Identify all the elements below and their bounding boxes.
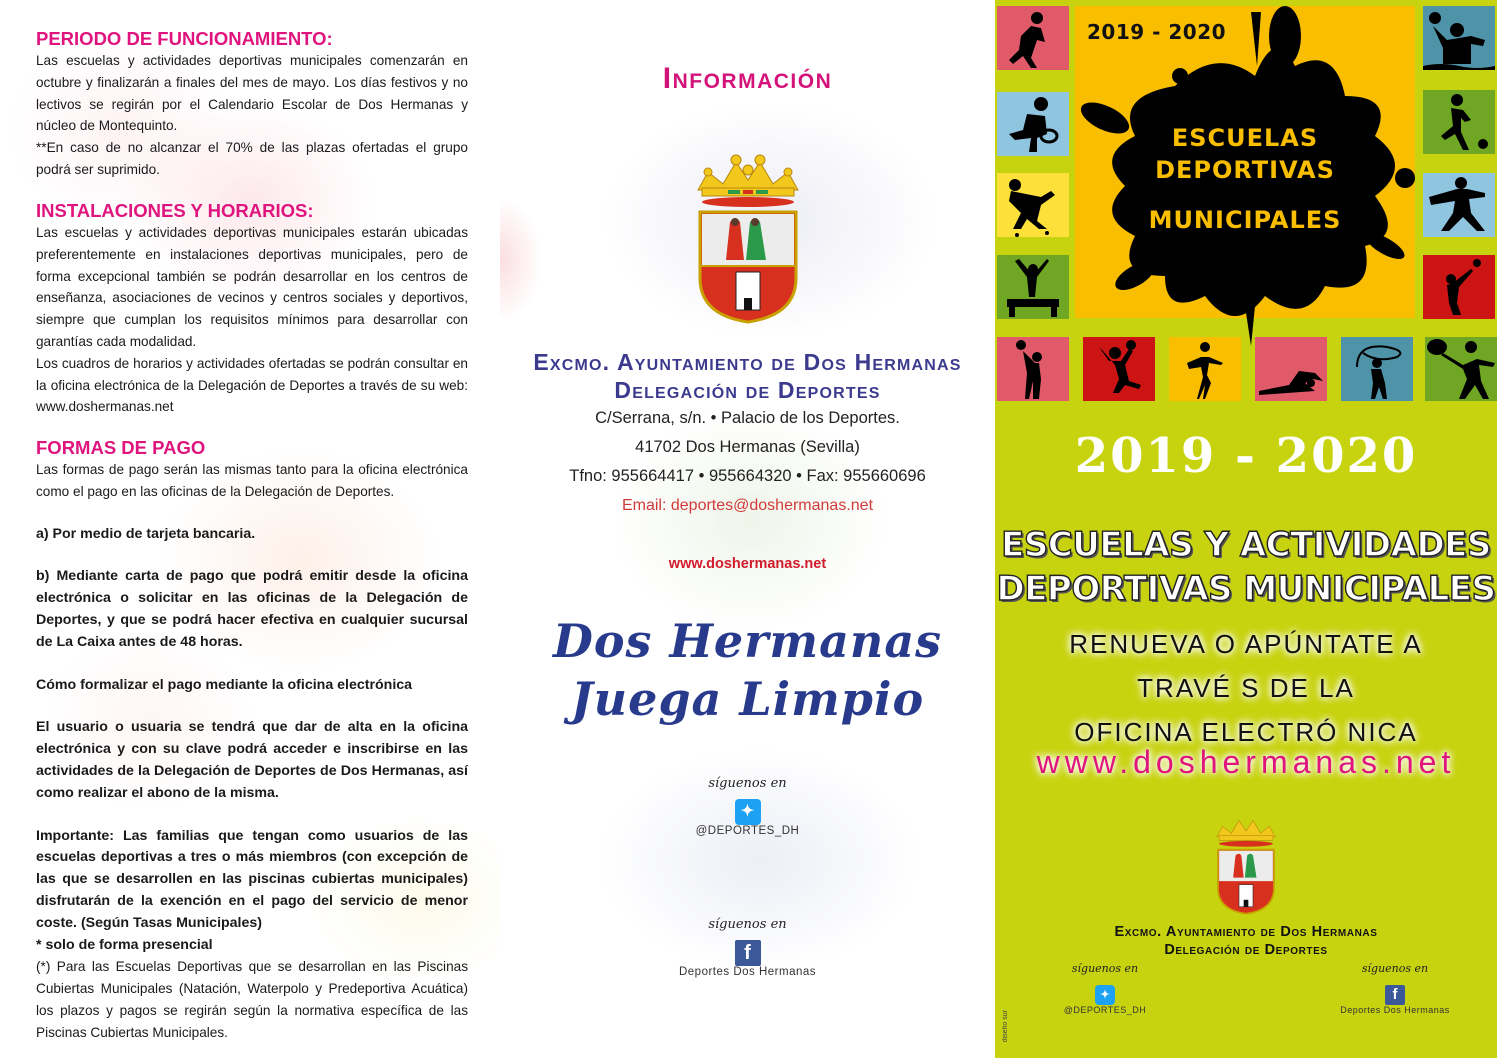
skating-icon xyxy=(997,173,1069,237)
design-credit: diseño sur xyxy=(1002,1010,1009,1043)
handball-icon xyxy=(1083,337,1155,401)
facebook-block xyxy=(500,917,995,978)
football-icon xyxy=(1423,90,1495,154)
season-year: 2019 - 2020 xyxy=(1074,428,1418,484)
rp-facebook-icon[interactable]: f xyxy=(1385,985,1405,1005)
rhythmic-gymnastics-icon xyxy=(1341,337,1413,401)
volleyball-icon xyxy=(1423,255,1495,319)
email-link[interactable]: Email: deportes@doshermanas.net xyxy=(621,497,874,514)
phones: Tfno: 955664417 • 955664320 • Fax: 955660696 xyxy=(569,467,926,485)
twitter-follow-label: síguenos en xyxy=(708,776,787,791)
periodo-text: Las escuelas y actividades deportivas municipales comenzarán en octubre y finalizarán a finales del mes de mayo. Los días festivos y no lectivos se regirán por el Calendario Escolar de Dos Hermanas y núcleo de Montequinto. xyxy=(36,53,468,134)
pago-nota: (*) Para las Escuelas Deportivas que se desarrollan en las Piscinas Cubiertas Municipales (Natación, Waterpolo y Predeportiva Acuática) los plazos y pagos se regirán según la normativa específica de las Piscinas Cubiertas Municipales. xyxy=(36,959,468,1040)
pago-intro: Las formas de pago serán las mismas tanto para la oficina electrónica como el pago en las oficinas de la Delegación de Deportes. xyxy=(36,462,468,499)
slogan-line-1: Dos Hermanas xyxy=(552,614,943,668)
facebook-follow-label: síguenos en xyxy=(708,917,787,932)
paddle-icon xyxy=(997,92,1069,156)
cta-line-1: RENUEVA O APÚNTATE A xyxy=(1069,629,1423,659)
rp-twitter-block xyxy=(1055,962,1155,1015)
tile-paddle xyxy=(997,92,1069,156)
rp-org-name: Excmo. Ayuntamiento de Dos Hermanas xyxy=(1114,924,1378,940)
tile-volleyball xyxy=(1423,255,1495,319)
periodo-note: **En caso de no alcanzar el 70% de las plazas ofertadas el grupo podrá ser suprimido. xyxy=(36,140,468,177)
tile-football xyxy=(1423,90,1495,154)
tile-running xyxy=(997,6,1069,70)
waterpolo-icon xyxy=(1423,6,1495,70)
poster-title-line-3: MUNICIPALES xyxy=(1148,206,1342,234)
cta-line-2: TRAVÉ S DE LA xyxy=(1137,673,1355,703)
rp-twitter-icon[interactable]: ✦ xyxy=(1095,985,1115,1005)
pago-importante: Importante: Las familias que tengan como usuarios de las escuelas deportivas a tres o más miembros (con excepción de las que se desarrollen en las piscinas cubiertas municipales) disfrutarán de la exención en el pago del servicio de menor coste. (Según Tasas Municipales) xyxy=(36,827,468,931)
rp-twitter-handle[interactable]: @DEPORTES_DH xyxy=(1063,1005,1147,1015)
karate-icon xyxy=(1423,173,1495,237)
pago-option-b: b) Mediante carta de pago que podrá emitir desde la oficina electrónica o solicitar en las oficinas de la Delegación de Deportes, y que se podrá hacer efectiva en cualquier sucursal de La Caixa antes de 48 horas. xyxy=(36,568,468,650)
coat-of-arms-small-icon xyxy=(1211,812,1281,917)
twitter-icon[interactable]: ✦ xyxy=(735,799,761,825)
tennis-icon xyxy=(1425,337,1497,401)
facebook-handle[interactable]: Deportes Dos Hermanas xyxy=(678,966,817,978)
tile-karate xyxy=(1423,173,1495,237)
tile-acrobatics xyxy=(997,255,1069,319)
city: 41702 Dos Hermanas (Sevilla) xyxy=(635,438,860,456)
facebook-icon[interactable]: f xyxy=(735,940,761,966)
twitter-block xyxy=(500,776,995,837)
tile-dance xyxy=(1169,337,1241,401)
volley-player-icon xyxy=(997,337,1069,401)
tile-waterpolo xyxy=(1423,6,1495,70)
poster-year: 2019 - 2020 xyxy=(1087,20,1227,44)
pago-heading: FORMAS DE PAGO xyxy=(36,437,206,458)
slogan xyxy=(500,612,995,728)
pago-section xyxy=(36,437,468,1044)
acrobatics-icon xyxy=(997,255,1069,319)
pago-como-text: El usuario o usuaria se tendrá que dar de alta en la oficina electrónica y con su clave podrá acceder e inscribirse en las actividades de la Delegación de Deportes de Dos Hermanas, así como realizar el abono de la misma. xyxy=(36,719,468,801)
pago-option-a: a) Por medio de tarjeta bancaria. xyxy=(36,525,256,542)
poster-title-line-1: ESCUELAS xyxy=(1171,124,1319,152)
main-heading xyxy=(995,523,1497,611)
instalaciones-text: Las escuelas y actividades deportivas municipales estarán ubicadas preferentemente en instalaciones deportivas municipales, pero de forma excepcional también se podrán desarrollar en los centros de enseñanza, asociaciones de vecinos y centros sociales y deportivos, siempre que cumplan los requisitos mínimos para desarrollar con garantías cada modalidad. xyxy=(36,225,468,349)
pago-presencial: * solo de forma presencial xyxy=(36,936,213,953)
swimming-icon xyxy=(1255,337,1327,401)
pago-como-heading: Cómo formalizar el pago mediante la oficina electrónica xyxy=(36,676,413,693)
twitter-handle[interactable]: @DEPORTES_DH xyxy=(695,825,800,837)
poster-title-line-2: DEPORTIVAS xyxy=(1155,156,1335,184)
cta-line-3: OFICINA ELECTRÓ NICA xyxy=(1074,717,1418,747)
website-link[interactable]: www.doshermanas.net xyxy=(668,556,827,572)
main-heading-line-1: ESCUELAS Y ACTIVIDADES xyxy=(1001,525,1491,565)
periodo-section xyxy=(36,28,468,181)
dance-icon xyxy=(1169,337,1241,401)
org-block xyxy=(500,348,995,520)
org-department: Delegación de Deportes xyxy=(614,377,881,403)
org-name: Excmo. Ayuntamiento de Dos Hermanas xyxy=(533,349,962,375)
running-icon xyxy=(997,6,1069,70)
tile-volley-player xyxy=(997,337,1069,401)
rp-facebook-handle[interactable]: Deportes Dos Hermanas xyxy=(1340,1005,1450,1015)
tile-skating xyxy=(997,173,1069,237)
cta-text xyxy=(995,622,1497,754)
rp-twitter-follow-label: síguenos en xyxy=(1071,962,1139,975)
tile-swimming xyxy=(1255,337,1327,401)
slogan-line-2: Juega Limpio xyxy=(570,672,925,726)
rp-facebook-follow-label: síguenos en xyxy=(1361,962,1429,975)
periodo-heading: PERIODO DE FUNCIONAMIENTO: xyxy=(36,28,333,49)
right-panel xyxy=(995,0,1497,1058)
info-title: Información xyxy=(662,62,833,95)
rp-org-department: Delegación de Deportes xyxy=(1164,942,1328,958)
instalaciones-section xyxy=(36,200,468,418)
address: C/Serrana, s/n. • Palacio de los Deportes. xyxy=(595,409,900,427)
rp-facebook-block xyxy=(1335,962,1455,1015)
tile-tennis xyxy=(1425,337,1497,401)
cta-website-link[interactable]: www.doshermanas.net xyxy=(1036,744,1456,780)
instalaciones-heading: INSTALACIONES Y HORARIOS: xyxy=(36,200,314,221)
left-panel xyxy=(0,0,500,1058)
tile-handball xyxy=(1083,337,1155,401)
poster xyxy=(1075,6,1415,318)
coat-of-arms-icon xyxy=(688,150,808,325)
middle-panel xyxy=(500,0,995,1058)
tile-rhythmic-gymnastics xyxy=(1341,337,1413,401)
main-heading-line-2: DEPORTIVAS MUNICIPALES xyxy=(996,569,1496,609)
instalaciones-horarios: Los cuadros de horarios y actividades ofertadas se podrán consultar en la oficina electrónica de la Delegación de Deportes a través de su web: www.doshermanas.net xyxy=(36,355,468,415)
